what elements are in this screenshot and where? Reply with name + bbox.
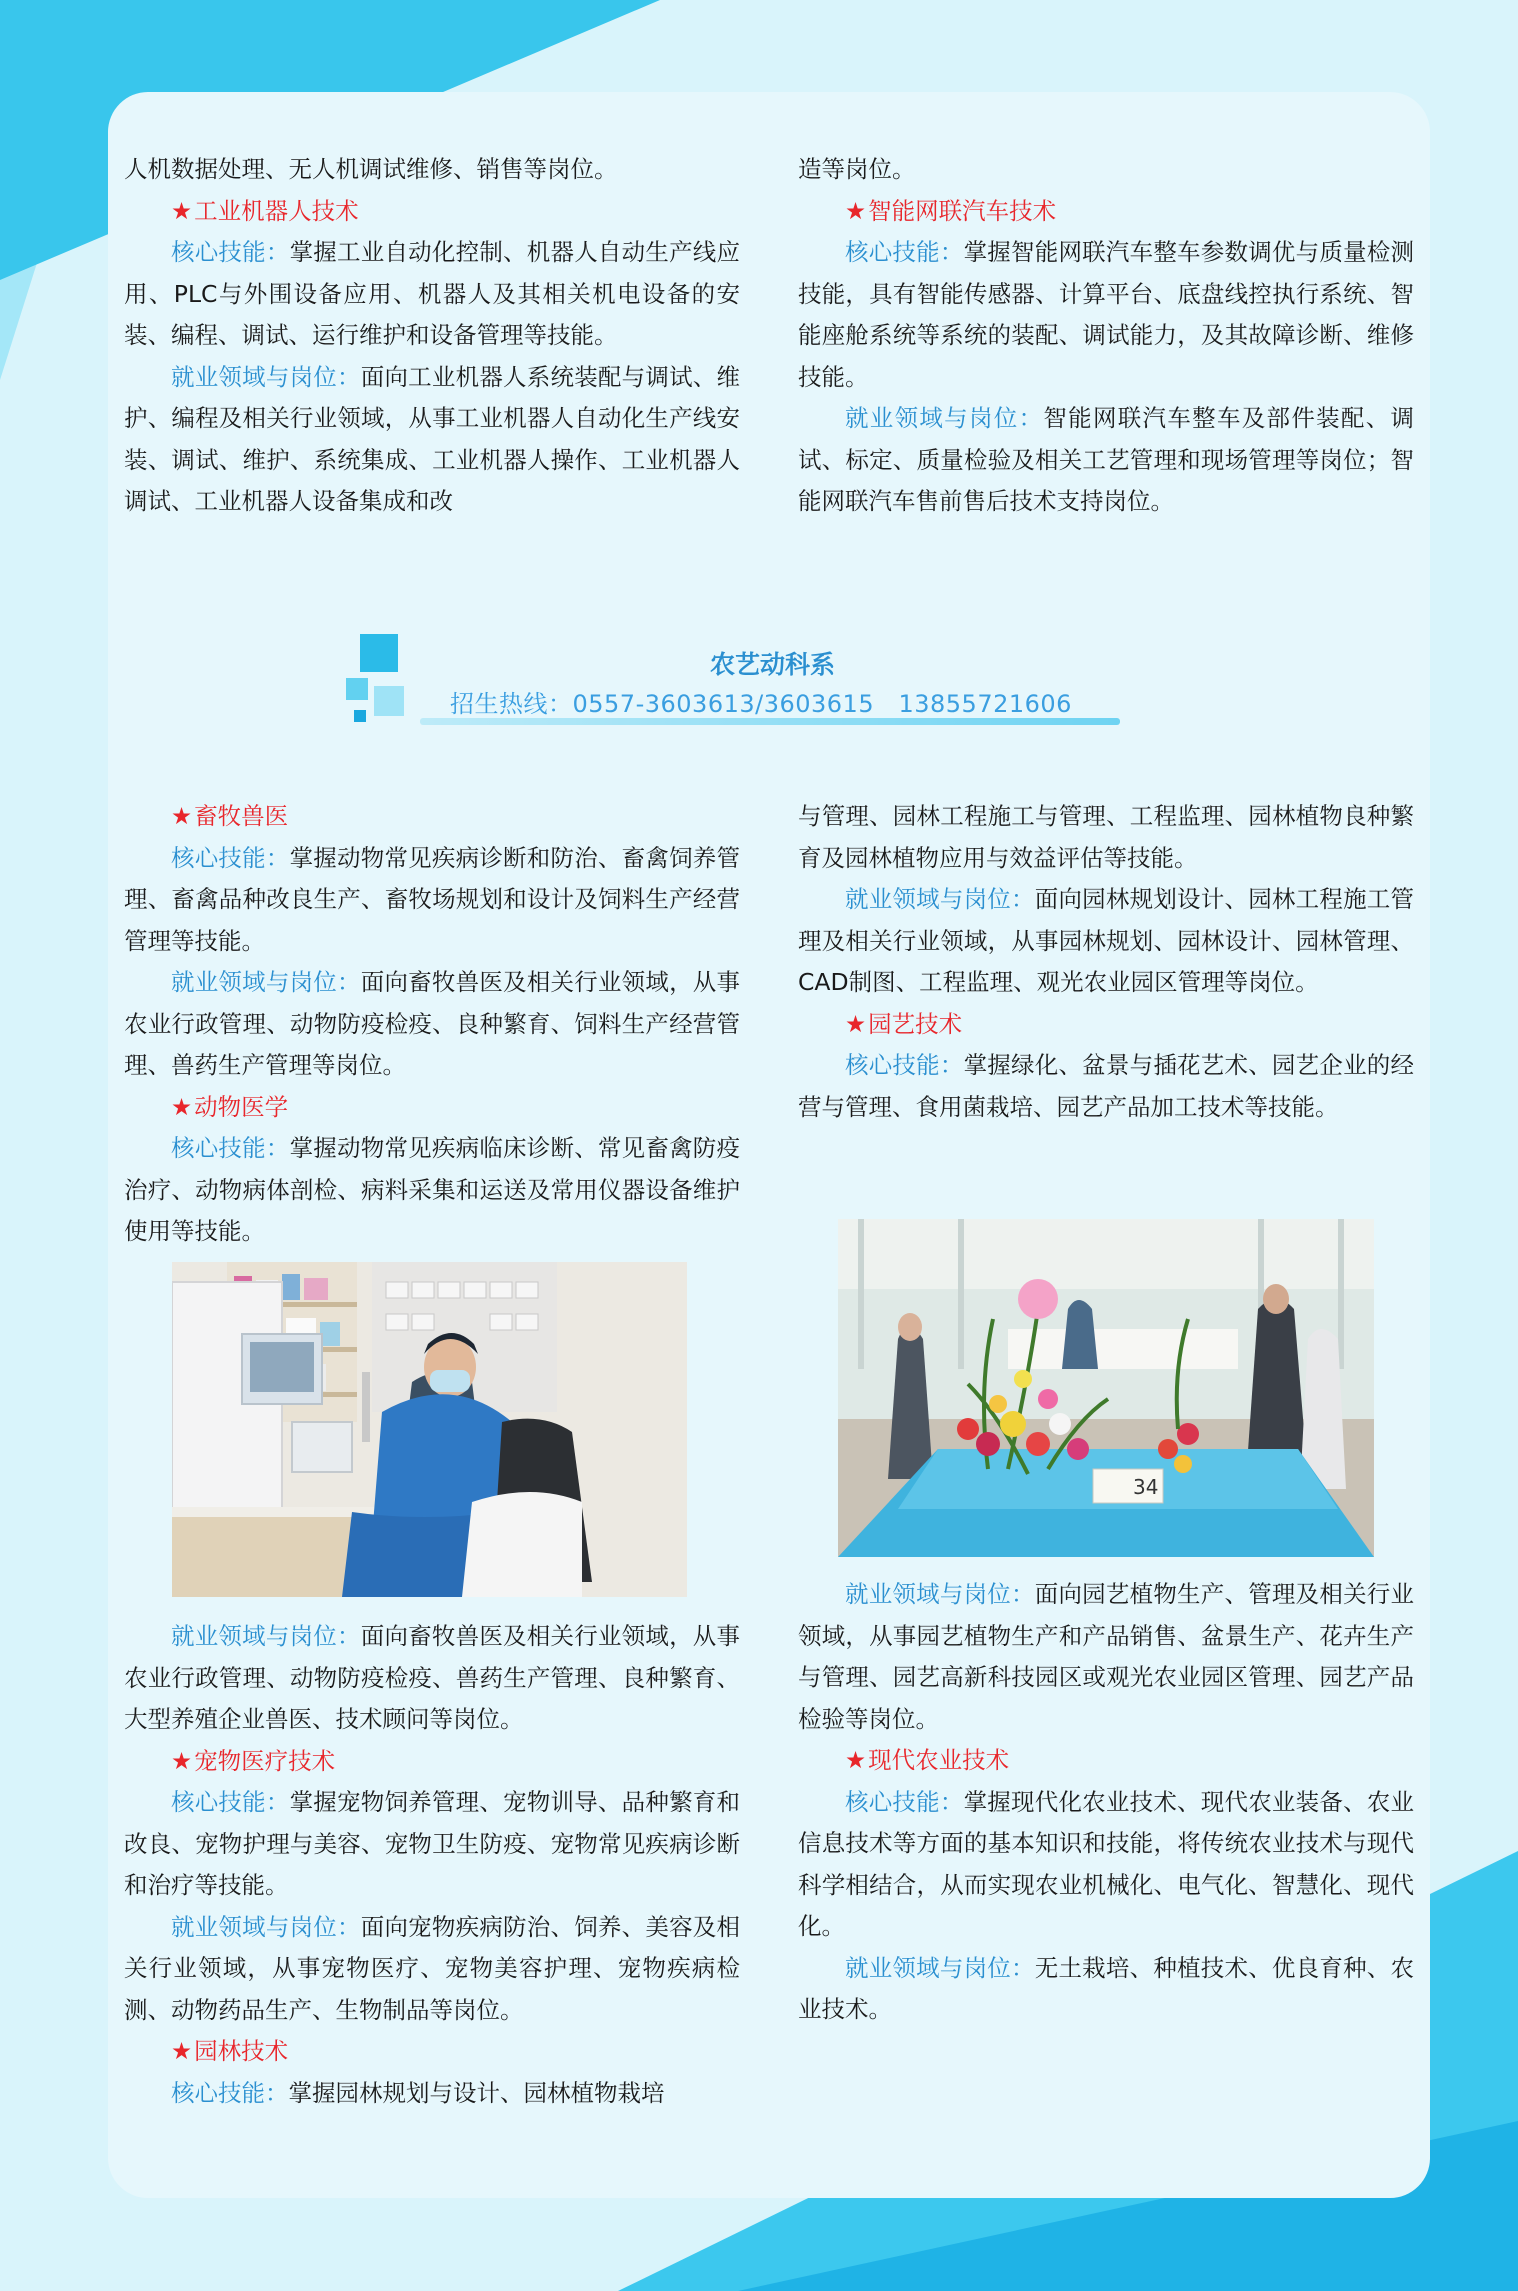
major-heading-garden: ★园林技术 [171, 2037, 289, 2065]
major-heading-car: ★智能网联汽车技术 [845, 196, 1057, 225]
star-icon: ★ [171, 2037, 193, 2065]
jobs-vet: 就业领域与岗位：面向畜牧兽医及相关行业领域，从事农业行政管理、动物防疫检疫、良种繁育、饲料生产经营管理、兽药生产管理等岗位。 [124, 968, 741, 1079]
decor-square [374, 686, 404, 716]
column-lower-left [124, 1616, 740, 2114]
header-underline [420, 718, 1120, 725]
jobs-car: 就业领域与岗位：智能网联汽车整车及部件装配、调试、标定、质量检验及相关工艺管理和现场管理等岗位；智能网联汽车售前售后技术支持岗位。 [798, 404, 1415, 515]
lab-photo-illustration [172, 1262, 687, 1597]
jobs-robot: 就业领域与岗位：面向工业机器人系统装配与调试、维护、编程及相关行业领域，从事工业机器人自动化生产线安装、调试、维护、系统集成、工业机器人操作、工业机器人调试、工业机器人设备集成和改 [124, 362, 741, 515]
star-icon: ★ [845, 1746, 867, 1774]
star-icon: ★ [171, 1092, 193, 1121]
major-heading-pet: ★宠物医疗技术 [171, 1746, 336, 1775]
column-middle-right [798, 796, 1414, 1128]
major-heading-modern-agriculture: ★现代农业技术 [845, 1746, 1010, 1774]
star-icon: ★ [845, 1009, 867, 1038]
star-icon: ★ [171, 802, 193, 830]
jobs-pet: 就业领域与岗位：面向宠物疾病防治、饲养、美容及相关行业领域，从事宠物医疗、宠物美容护理、宠物疾病检测、动物药品生产、生物制品等岗位。 [124, 1912, 741, 2024]
column-lower-right [798, 1574, 1414, 2031]
column-top-right [798, 149, 1414, 523]
department-header [340, 630, 1220, 730]
jobs-garden: 就业领域与岗位：面向园林规划设计、园林工程施工管理及相关行业领域，从事园林规划、园林设计、园林管理、CAD制图、工程监理、观光农业园区管理等岗位。 [798, 885, 1415, 996]
star-icon: ★ [845, 196, 867, 225]
jobs-animal-medicine: 就业领域与岗位：面向畜牧兽医及相关行业领域，从事农业行政管理、动物防疫检疫、兽药生产管理、良种繁育、大型养殖企业兽医、技术顾问等岗位。 [124, 1622, 741, 1733]
exhibit-number: 34 [1133, 1475, 1159, 1499]
continued-text: 人机数据处理、无人机调试维修、销售等岗位。 [124, 155, 618, 183]
core-skills-modern-agriculture: 核心技能：掌握现代化农业技术、现代农业装备、农业信息技术等方面的基本知识和技能，将传统农业技术与现代科学相结合，从而实现农业机械化、电气化、智慧化、现代化。 [798, 1787, 1415, 1940]
major-heading-animal-medicine: ★动物医学 [171, 1092, 289, 1121]
admission-hotline: 招生热线：0557-3603613/3603615 13855721606 [450, 690, 1072, 718]
major-heading-vet: ★畜牧兽医 [171, 802, 289, 830]
column-middle-left [124, 796, 740, 1253]
star-icon: ★ [171, 196, 193, 225]
decor-square [354, 710, 366, 722]
star-icon: ★ [171, 1746, 193, 1775]
column-top-left [124, 149, 740, 523]
flower-exhibition-photo [838, 1219, 1374, 1557]
core-skills-robot: 核心技能：掌握工业自动化控制、机器人自动生产线应用、PLC与外围设备应用、机器人及其相关机电设备的安装、编程、调试、运行维护和设备管理等技能。 [124, 238, 741, 349]
core-skills-car: 核心技能：掌握智能网联汽车整车参数调优与质量检测技能，具有智能传感器、计算平台、底盘线控执行系统、智能座舱系统等系统的装配、调试能力，及其故障诊断、维修技能。 [798, 238, 1415, 391]
core-skills-horticulture: 核心技能：掌握绿化、盆景与插花艺术、园艺企业的经营与管理、食用菌栽培、园艺产品加工技术等技能。 [798, 1051, 1415, 1121]
continued-text: 造等岗位。 [798, 155, 916, 183]
jobs-modern-agriculture: 就业领域与岗位：无土栽培、种植技术、优良育种、农业技术。 [798, 1953, 1415, 2023]
jobs-horticulture: 就业领域与岗位：面向园艺植物生产、管理及相关行业领域，从事园艺植物生产和产品销售、盆景生产、花卉生产与管理、园艺高新科技园区或观光农业园区管理、园艺产品检验等岗位。 [798, 1580, 1415, 1733]
flower-photo-illustration [838, 1219, 1374, 1557]
core-skills-animal-medicine: 核心技能：掌握动物常见疾病临床诊断、常见畜禽防疫治疗、动物病体剖检、病料采集和运送及常用仪器设备维护使用等技能。 [124, 1134, 741, 1245]
decor-square [346, 678, 368, 700]
core-skills-garden: 核心技能：掌握园林规划与设计、园林植物栽培 [171, 2078, 665, 2107]
core-skills-pet: 核心技能：掌握宠物饲养管理、宠物训导、品种繁育和改良、宠物护理与美容、宠物卫生防疫、宠物常见疾病诊断和治疗等技能。 [124, 1788, 741, 1899]
continued-text: 与管理、园林工程施工与管理、工程监理、园林植物良种繁育及园林植物应用与效益评估等技能。 [798, 802, 1414, 872]
department-name: 农艺动科系 [710, 650, 836, 679]
lab-photo [172, 1262, 687, 1597]
major-heading-robot: ★工业机器人技术 [171, 196, 359, 225]
decor-square [360, 634, 398, 672]
core-skills-vet: 核心技能：掌握动物常见疾病诊断和防治、畜禽饲养管理、畜禽品种改良生产、畜牧场规划和设计及饲料生产经营管理等技能。 [124, 843, 741, 955]
major-heading-horticulture: ★园艺技术 [845, 1009, 963, 1038]
